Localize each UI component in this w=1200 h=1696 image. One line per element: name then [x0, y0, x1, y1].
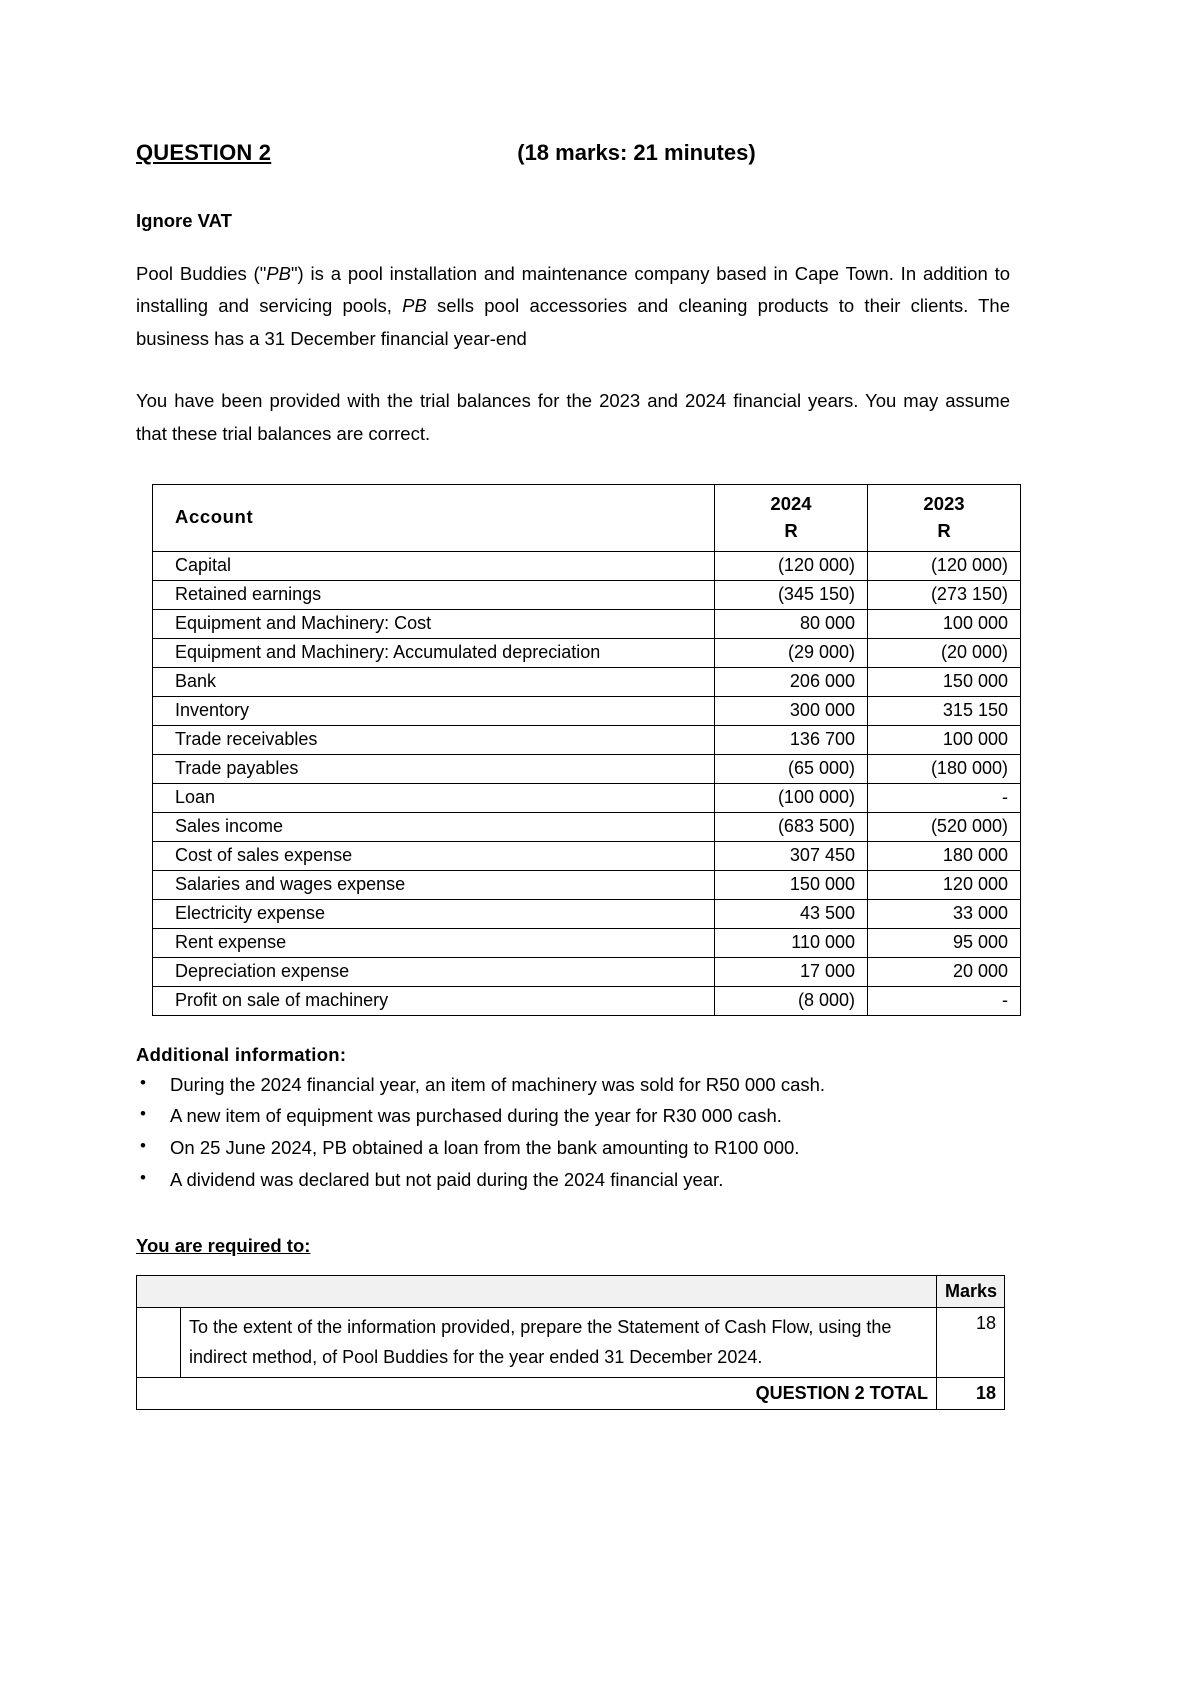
value-2023: - [868, 783, 1021, 812]
value-2024: (100 000) [715, 783, 868, 812]
additional-information-title: Additional information: [136, 1043, 347, 1065]
account-name: Capital [153, 551, 715, 580]
value-2024: 206 000 [715, 667, 868, 696]
intro-p1-part2: ") is a pool installation and maintenance company based in Cape Town. In addition to installing and servicing pools, [136, 263, 1011, 317]
value-2023: 150 000 [868, 667, 1021, 696]
account-name: Loan [153, 783, 715, 812]
value-2023: (180 000) [868, 754, 1021, 783]
value-2024: (120 000) [715, 551, 868, 580]
intro-p1-part1: Pool Buddies (" [136, 263, 267, 284]
page-header [136, 140, 1010, 166]
table-row [153, 783, 1021, 812]
required-task-row [137, 1308, 1005, 1377]
account-name: Depreciation expense [153, 957, 715, 986]
table-row [153, 638, 1021, 667]
table-row [153, 667, 1021, 696]
table-row [153, 754, 1021, 783]
account-name: Sales income [153, 812, 715, 841]
table-row [153, 841, 1021, 870]
value-2023: (20 000) [868, 638, 1021, 667]
table-row [153, 609, 1021, 638]
value-2023: 20 000 [868, 957, 1021, 986]
intro-p1-italic2: PB [402, 295, 427, 317]
account-name: Electricity expense [153, 899, 715, 928]
table-row [153, 725, 1021, 754]
required-header-spacer [137, 1276, 937, 1308]
table-row [153, 870, 1021, 899]
required-header-row [137, 1276, 1005, 1308]
table-row [153, 812, 1021, 841]
table-row [153, 551, 1021, 580]
account-name: Retained earnings [153, 580, 715, 609]
intro-p1-part3: sells pool accessories and cleaning products to their clients. The business has a 31 December financial year-end [136, 295, 1010, 349]
list-item: • A dividend was declared but not paid during the 2024 financial year. [136, 1165, 1010, 1195]
value-2024: (8 000) [715, 986, 868, 1015]
column-header-2023-currency: R [937, 519, 951, 541]
value-2023: 100 000 [868, 725, 1021, 754]
column-header-2023 [868, 484, 1021, 551]
column-header-2024 [715, 484, 868, 551]
question-total-label: QUESTION 2 TOTAL [137, 1377, 937, 1409]
value-2024: 300 000 [715, 696, 868, 725]
column-header-marks: Marks [937, 1276, 1005, 1308]
account-name: Cost of sales expense [153, 841, 715, 870]
intro-paragraph-2: You have been provided with the trial balances for the 2023 and 2024 financial years. You may assume that these trial balances are correct. [136, 390, 1010, 444]
value-2024: (29 000) [715, 638, 868, 667]
table-row [153, 696, 1021, 725]
list-item: • During the 2024 financial year, an item of machinery was sold for R50 000 cash. [136, 1070, 1010, 1100]
table-row [153, 580, 1021, 609]
account-name: Rent expense [153, 928, 715, 957]
additional-information-list [136, 1070, 1010, 1196]
value-2024: 43 500 [715, 899, 868, 928]
column-header-2024-currency: R [784, 519, 798, 541]
value-2023: 180 000 [868, 841, 1021, 870]
list-item: • On 25 June 2024, PB obtained a loan from the bank amounting to R100 000. [136, 1133, 1010, 1163]
value-2024: 136 700 [715, 725, 868, 754]
marks-and-time-note: (18 marks: 21 minutes) [517, 140, 756, 165]
required-total-row [137, 1377, 1005, 1409]
table-row [153, 957, 1021, 986]
account-name: Profit on sale of machinery [153, 986, 715, 1015]
column-header-account: Account [153, 484, 715, 551]
value-2024: 150 000 [715, 870, 868, 899]
account-name: Salaries and wages expense [153, 870, 715, 899]
value-2024: 110 000 [715, 928, 868, 957]
question-total-marks: 18 [937, 1377, 1005, 1409]
table-row [153, 899, 1021, 928]
required-section-title: You are required to: [136, 1235, 311, 1257]
value-2023: (520 000) [868, 812, 1021, 841]
intro-paragraph-1 [136, 258, 1010, 355]
required-task-text: To the extent of the information provided, prepare the Statement of Cash Flow, using the indirect method, of Pool Buddies for the year ended 31 December 2024. [181, 1308, 937, 1377]
value-2024: (345 150) [715, 580, 868, 609]
table-row [153, 928, 1021, 957]
value-2023: (120 000) [868, 551, 1021, 580]
list-item: • A new item of equipment was purchased during the year for R30 000 cash. [136, 1101, 1010, 1131]
trial-balance-table [152, 484, 1021, 1016]
value-2023: 100 000 [868, 609, 1021, 638]
value-2024: 307 450 [715, 841, 868, 870]
value-2024: 80 000 [715, 609, 868, 638]
column-header-2024-year: 2024 [770, 492, 812, 514]
account-name: Inventory [153, 696, 715, 725]
value-2023: 33 000 [868, 899, 1021, 928]
value-2024: (65 000) [715, 754, 868, 783]
required-table [136, 1275, 1005, 1409]
account-name: Equipment and Machinery: Accumulated depreciation [153, 638, 715, 667]
value-2023: - [868, 986, 1021, 1015]
value-2023: 95 000 [868, 928, 1021, 957]
account-name: Trade receivables [153, 725, 715, 754]
required-task-marks: 18 [937, 1308, 1005, 1377]
value-2023: 120 000 [868, 870, 1021, 899]
column-header-2023-year: 2023 [923, 492, 965, 514]
value-2024: (683 500) [715, 812, 868, 841]
account-name: Bank [153, 667, 715, 696]
value-2023: (273 150) [868, 580, 1021, 609]
value-2024: 17 000 [715, 957, 868, 986]
account-name: Trade payables [153, 754, 715, 783]
page-title: QUESTION 2 [136, 140, 272, 165]
ignore-vat-note: Ignore VAT [136, 210, 232, 231]
table-row [153, 986, 1021, 1015]
trial-balance-header-row [153, 484, 1021, 551]
value-2023: 315 150 [868, 696, 1021, 725]
intro-p1-italic1: PB [266, 263, 291, 284]
account-name: Equipment and Machinery: Cost [153, 609, 715, 638]
required-task-bullet-gutter [137, 1308, 181, 1377]
